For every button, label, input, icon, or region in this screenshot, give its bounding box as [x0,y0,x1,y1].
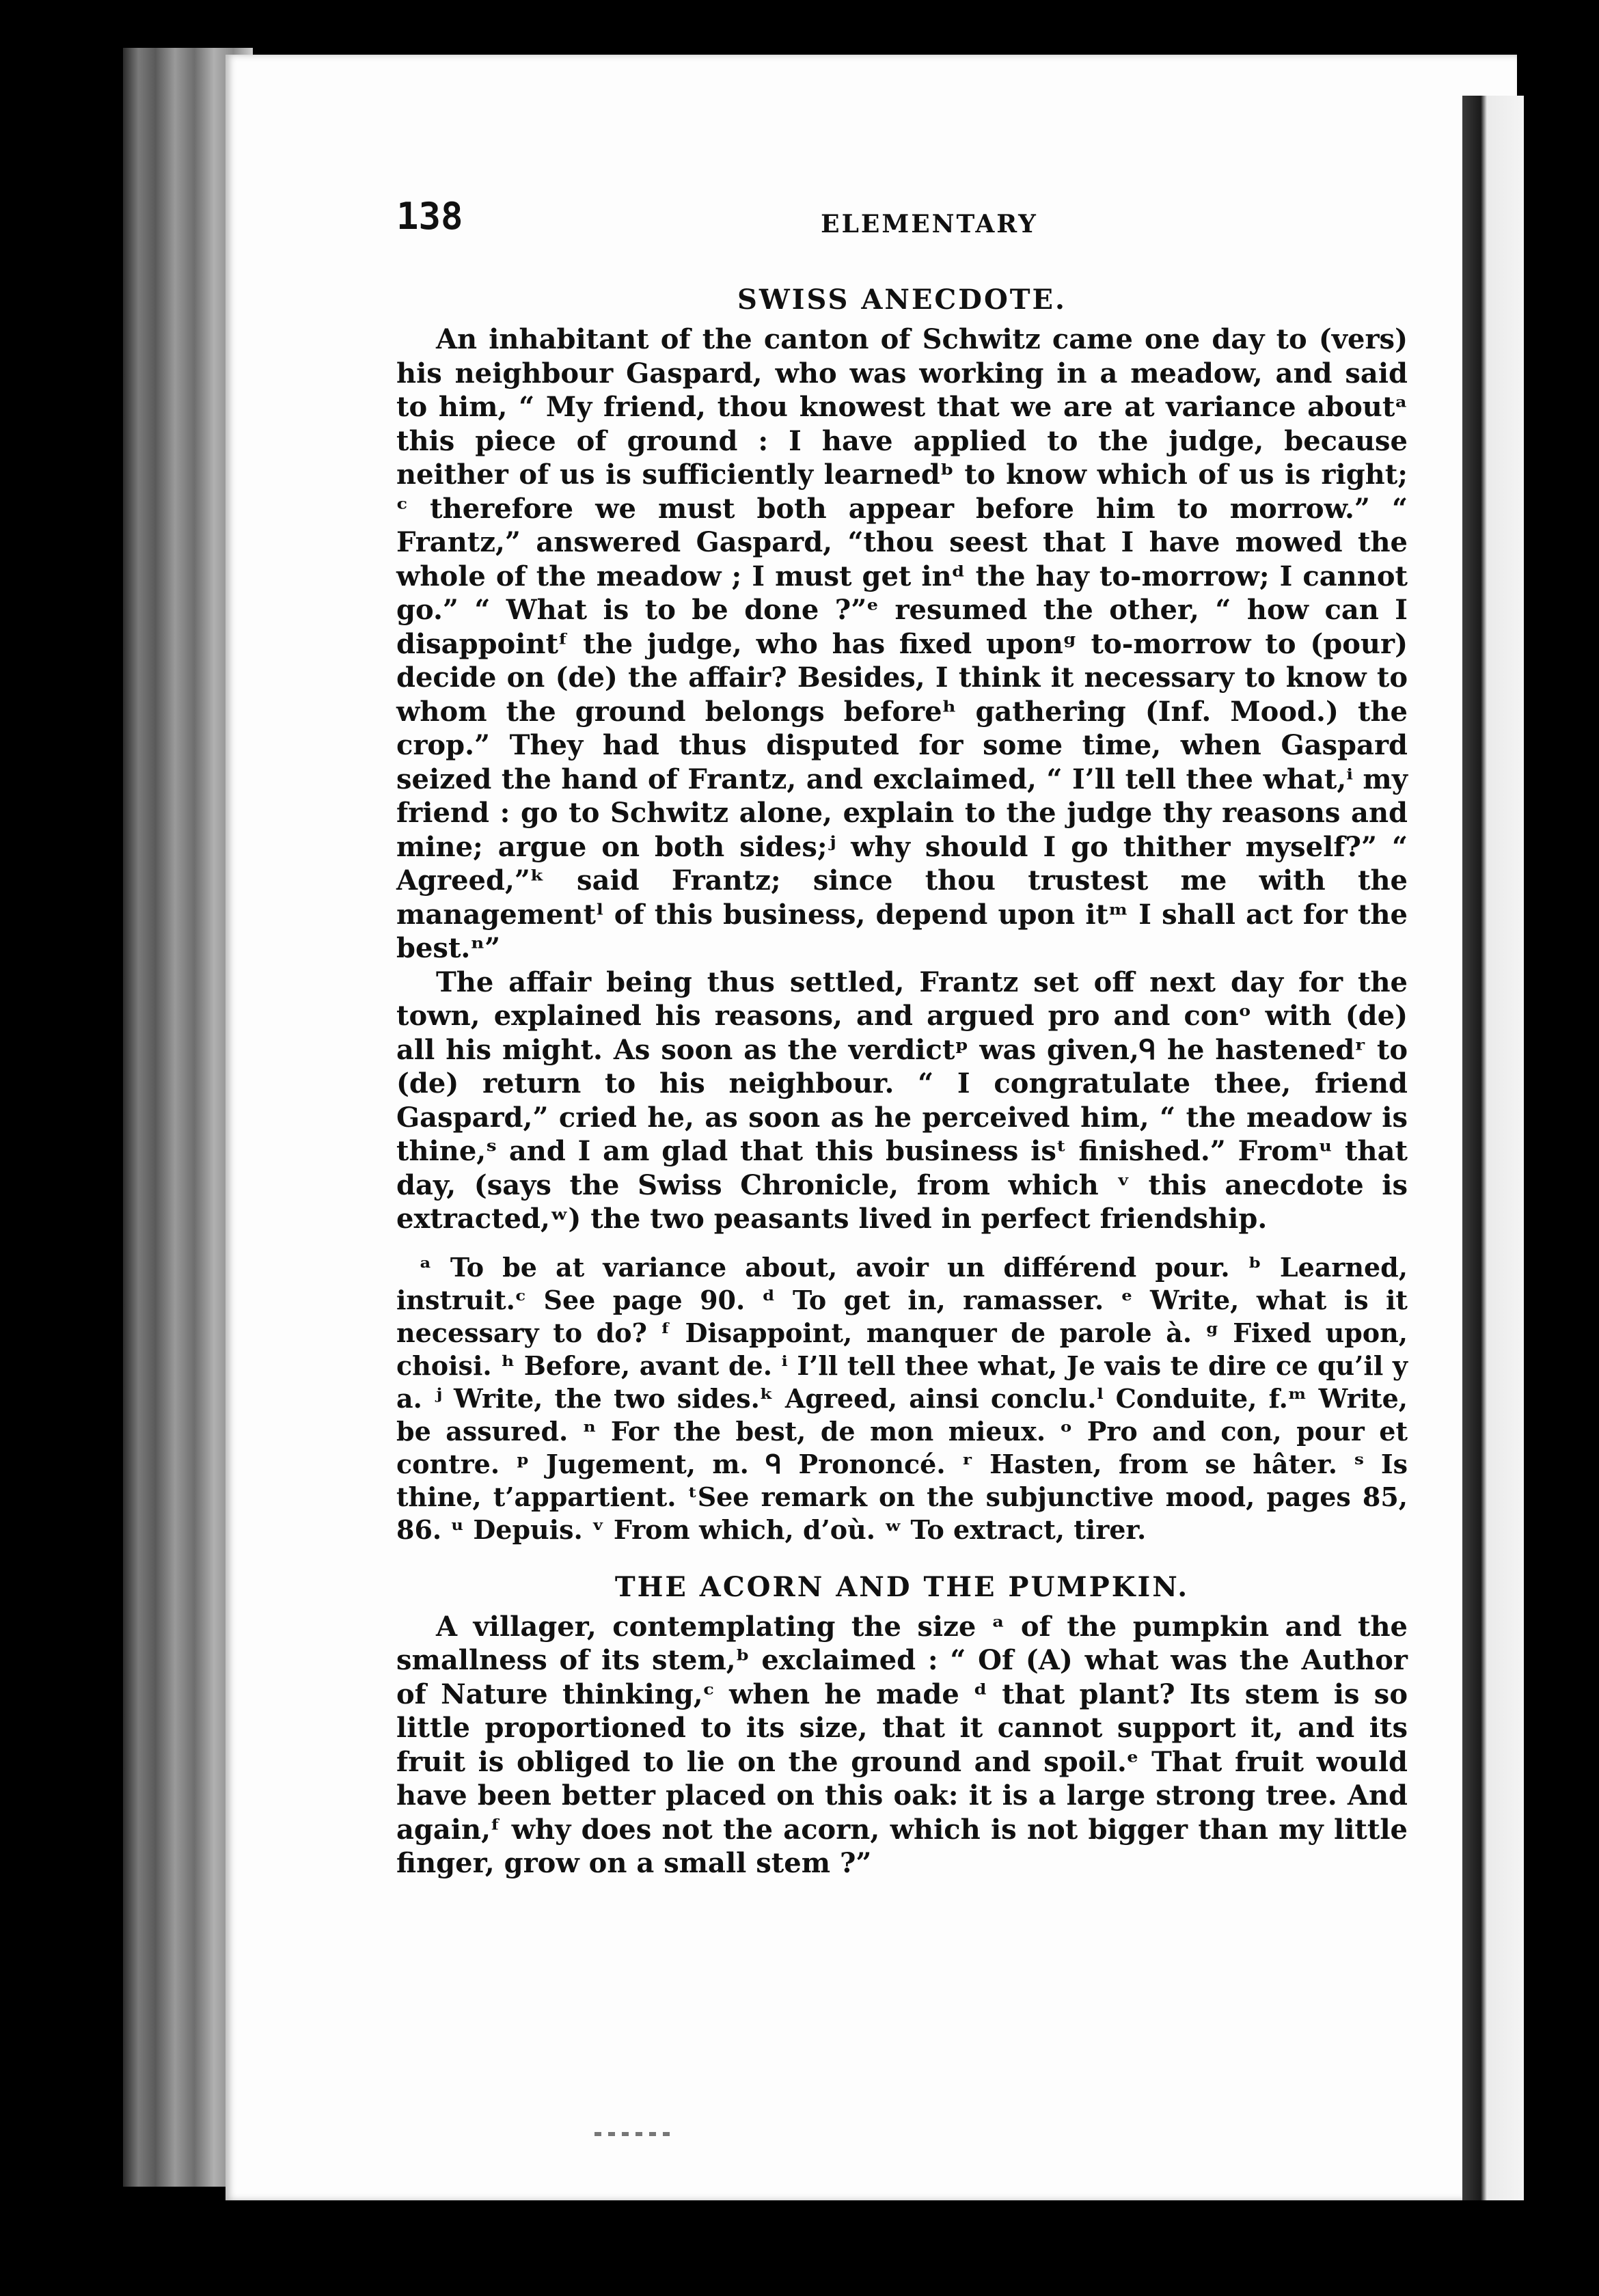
paragraph: An inhabitant of the canton of Schwitz came one day to (vers) his neighbour Gaspard, who was working in a meadow, and said to him, “ My friend, thou knowest that we are at variance aboutᵃ this piece of ground : I have applied to the judge, because neither of us is sufficiently learnedᵇ to know which of us is right; ᶜ therefore we must both appear before him to morrow.” “ Frantz,” answered Gaspard, “thou seest that I have mowed the whole of the meadow ; I must get inᵈ the hay to-morrow; I cannot go.” “ What is to be done ?”ᵉ resumed the other, “ how can I disappointᶠ the judge, who has fixed uponᵍ to-morrow to (pour) decide on (de) the affair? Besides, I think it necessary to know to whom the ground belongs beforeʰ gathering (Inf. Mood.) the crop.” They had thus disputed for some time, when Gaspard seized the hand of Frantz, and exclaimed, “ I’ll tell thee what,ⁱ my friend : go to Schwitz alone, explain to the judge thy reasons and mine; argue on both sides;ʲ why should I go thither myself?” “ Agreed,”ᵏ said Frantz; since thou trustest me with the managementˡ of this business, depend upon itᵐ I shall act for the best.ⁿ” [396,323,1408,964]
page-right-edge [1462,96,1524,2200]
footnotes: ᵃ To be at variance about, avoir un différend pour. ᵇ Learned, instruit.ᶜ See page 90. ᵈ To get in, ramasser. ᵉ Write, what is it necessary to do? ᶠ Disappoint, manquer de parole à. ᵍ Fixed upon, choisi. ʰ Before, avant de. ⁱ I’ll tell thee what, Je vais te dire ce qu’il y a. ʲ Write, the two sides.ᵏ Agreed, ainsi conclu.ˡ Conduite, f.ᵐ Write, be assured. ⁿ For the best, de mon mieux. ᵒ Pro and con, pour et contre. ᵖ Jugement, m. ᑫ Prononcé. ʳ Hasten, from se hâter. ˢ Is thine, t’appartient. ᵗSee remark on the subjunctive mood, pages 85, 86. ᵘ Depuis. ᵛ From which, d’où. ʷ To extract, tirer. [396,1251,1408,1545]
page-content [396,195,1408,1881]
running-title: ELEMENTARY [821,210,1038,238]
page-number: 138 [396,195,463,238]
section-title-acorn-pumpkin: THE ACORN AND THE PUMPKIN. [614,1570,1190,1603]
print-smudge [594,2132,676,2136]
paragraph: The affair being thus settled, Frantz set off next day for the town, explained his reasons, and argued pro and conᵒ with (de) all his might. As soon as the verdictᵖ was given,ᑫ he hastenedʳ to (de) return to his neighbour. “ I congratulate thee, friend Gaspard,” cried he, as soon as he perceived him, “ the meadow is thine,ˢ and I am glad that this business isᵗ finished.” Fromᵘ that day, (says the Swiss Chronicle, from which ᵛ this anecdote is extracted,ʷ) the two peasants lived in perfect friendship. [396,966,1408,1235]
paragraph: A villager, contemplating the size ᵃ of the pumpkin and the smallness of its stem,ᵇ exclaimed : “ Of (A) what was the Author of Nature thinking,ᶜ when he made ᵈ that plant? Its stem is so little proportioned to its size, that it cannot support it, and its fruit is obliged to lie on the ground and spoil.ᵉ That fruit would have been better placed on this oak: it is a large strong tree. And again,ᶠ why does not the acorn, which is not bigger than my little finger, grow on a small stem ?” [396,1610,1408,1879]
running-head [396,195,1408,256]
section-title-swiss-anecdote: SWISS ANECDOTE. [737,284,1067,316]
